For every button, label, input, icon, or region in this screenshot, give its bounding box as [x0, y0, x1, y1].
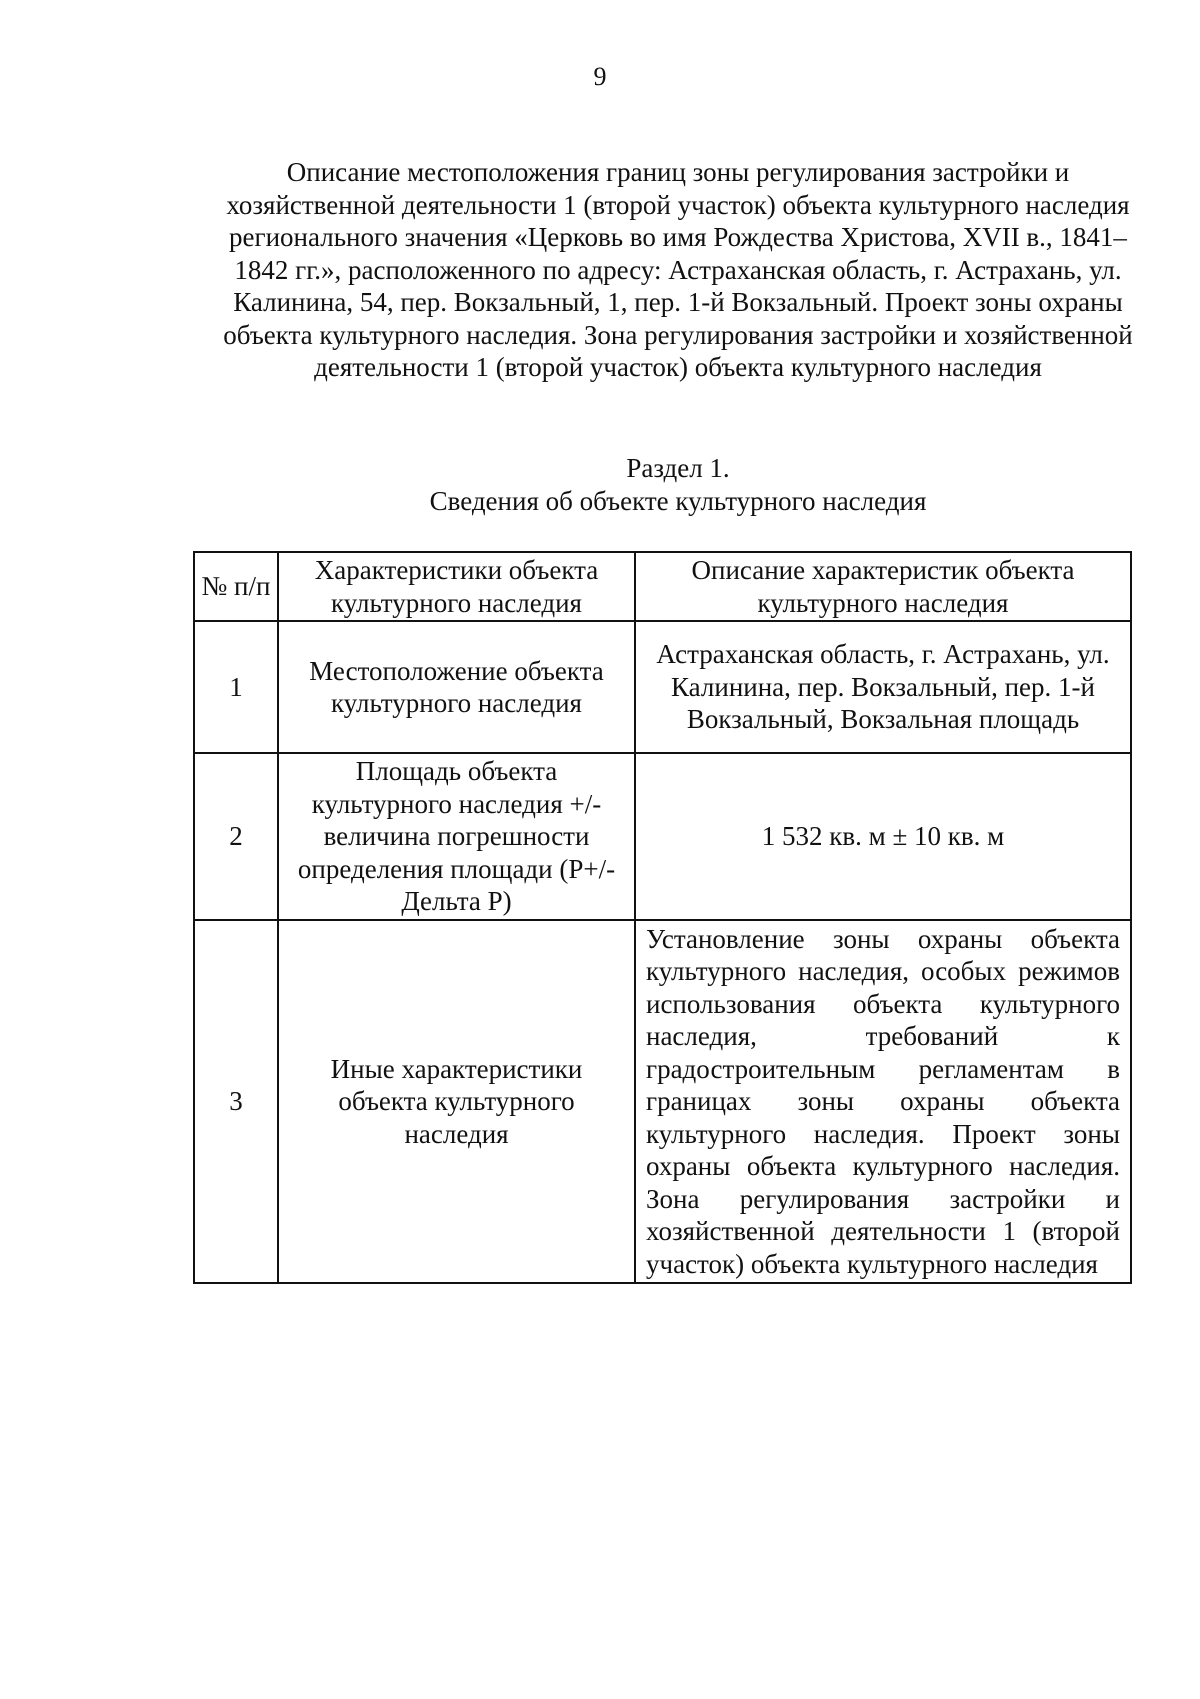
- row-number: 2: [194, 753, 278, 920]
- row-description: Астраханская область, г. Астрахань, ул. Калинина, пер. Вокзальный, пер. 1-й Вокзальный, Вокзальная площадь: [635, 621, 1131, 753]
- row-description: Установление зоны охраны объекта культурного наследия, особых режимов использования объекта культурного наследия, требований к градостроительным регламентам в границах зоны охраны объекта культурного наследия. Проект зоны охраны объекта культурного наследия. Зона регулирования застройки и хозяйственной деятельности 1 (второй участок) объекта культурного наследия: [635, 920, 1131, 1284]
- section-title: Сведения об объекте культурного наследия: [429, 486, 927, 516]
- table-row: [194, 621, 1131, 753]
- row-characteristic: Иные характеристики объекта культурного наследия: [278, 920, 635, 1284]
- table-header-row: [194, 552, 1131, 621]
- row-description: 1 532 кв. м ± 10 кв. м: [635, 753, 1131, 920]
- table-row: [194, 920, 1131, 1284]
- header-characteristic: Характеристики объекта культурного наследия: [278, 552, 635, 621]
- header-description: Описание характеристик объекта культурного наследия: [635, 552, 1131, 621]
- page-number: 9: [593, 62, 607, 91]
- row-number: 3: [194, 920, 278, 1284]
- table-row: [194, 753, 1131, 920]
- header-number: № п/п: [194, 552, 278, 621]
- info-table: [193, 551, 1132, 1284]
- section-label: Раздел 1.: [626, 453, 730, 483]
- section-heading: [206, 452, 1150, 518]
- row-number: 1: [194, 621, 278, 753]
- document-title: Описание местоположения границ зоны регулирования застройки и хозяйственной деятельности 1 (второй участок) объекта культурного наследия регионального значения «Церковь во имя Рождества Христова, XVII в., 1841–1842 гг.», расположенного по адресу: Астраханская область, г. Астрахань, ул. Калинина, 54, пер. Вокзальный, 1, пер. 1-й Вокзальный. Проект зоны охраны объекта культурного наследия. Зона регулирования застройки и хозяйственной деятельности 1 (второй участок) объекта культурного наследия: [223, 157, 1133, 382]
- row-characteristic: Местоположение объекта культурного наследия: [278, 621, 635, 753]
- row-characteristic: Площадь объекта культурного наследия +/- величина погрешности определения площади (Р+/- Дельта Р): [278, 753, 635, 920]
